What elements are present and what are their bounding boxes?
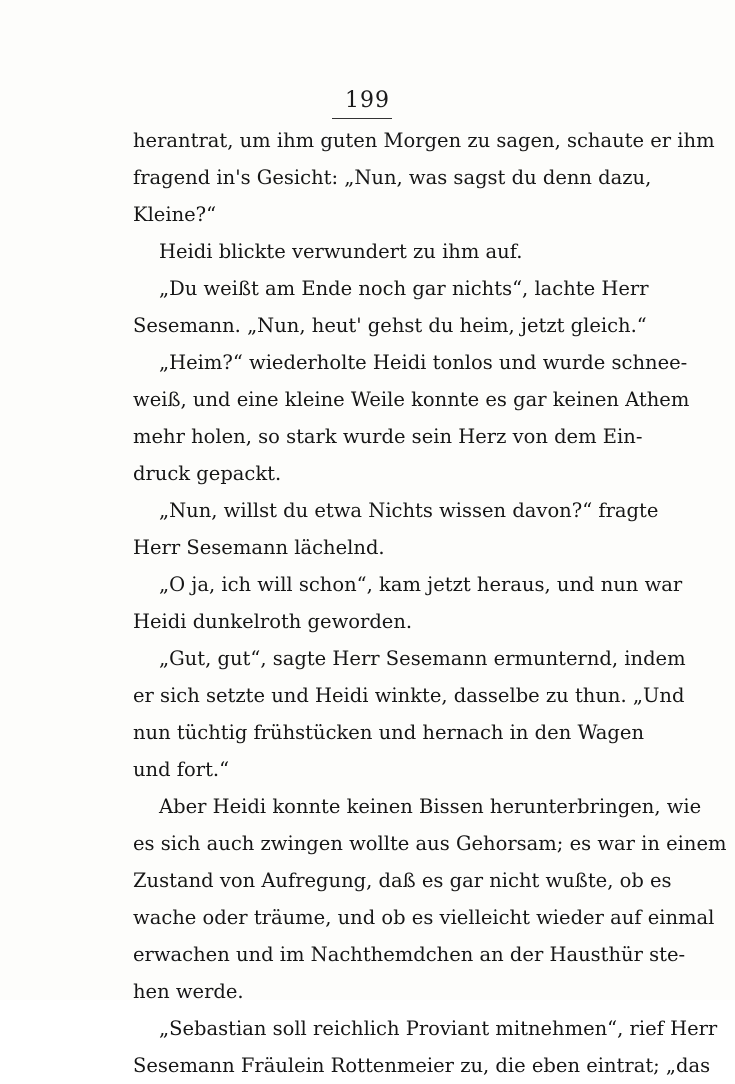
text-line: und fort.“ xyxy=(133,758,230,781)
text-line: druck gepackt. xyxy=(133,462,282,485)
text-line: Aber Heidi konnte keinen Bissen herunterbringen, wie xyxy=(159,795,702,818)
text-line: Kleine?“ xyxy=(133,203,217,226)
text-line: hen werde. xyxy=(133,980,244,1003)
text-line: fragend in's Gesicht: „Nun, was sagst du denn dazu, xyxy=(133,166,652,189)
text-line: wache oder träume, und ob es vielleicht wieder auf einmal xyxy=(133,906,715,929)
text-line: Heidi dunkelroth geworden. xyxy=(133,610,413,633)
text-line: mehr holen, so stark wurde sein Herz von dem Ein- xyxy=(133,425,643,448)
page-number: 199 xyxy=(345,88,390,113)
text-line: „O ja, ich will schon“, kam jetzt heraus, und nun war xyxy=(159,573,683,596)
text-line: Heidi blickte verwundert zu ihm auf. xyxy=(159,240,523,263)
text-line: weiß, und eine kleine Weile konnte es gar keinen Athem xyxy=(133,388,690,411)
text-line: es sich auch zwingen wollte aus Gehorsam; es war in einem xyxy=(133,832,727,855)
text-line: Herr Sesemann lächelnd. xyxy=(133,536,385,559)
text-line: erwachen und im Nachthemdchen an der Hausthür ste- xyxy=(133,943,686,966)
text-line: „Sebastian soll reichlich Proviant mitnehmen“, rief Herr xyxy=(159,1017,718,1040)
text-line: Sesemann. „Nun, heut' gehst du heim, jetzt gleich.“ xyxy=(133,314,647,337)
text-line: „Gut, gut“, sagte Herr Sesemann ermunternd, indem xyxy=(159,647,686,670)
text-line: „Heim?“ wiederholte Heidi tonlos und wurde schnee- xyxy=(159,351,688,374)
text-line: Zustand von Aufregung, daß es gar nicht wußte, ob es xyxy=(133,869,672,892)
text-line: er sich setzte und Heidi winkte, dasselbe zu thun. „Und xyxy=(133,684,685,707)
text-line: Sesemann Fräulein Rottenmeier zu, die eben eintrat; „das xyxy=(133,1054,711,1077)
text-line: herantrat, um ihm guten Morgen zu sagen, schaute er ihm xyxy=(133,129,715,152)
text-line: „Du weißt am Ende noch gar nichts“, lachte Herr xyxy=(159,277,649,300)
body-text xyxy=(133,122,727,1084)
text-line: „Nun, willst du etwa Nichts wissen davon?“ fragte xyxy=(159,499,659,522)
text-line: nun tüchtig frühstücken und hernach in den Wagen xyxy=(133,721,645,744)
page-number-rule xyxy=(332,118,392,119)
